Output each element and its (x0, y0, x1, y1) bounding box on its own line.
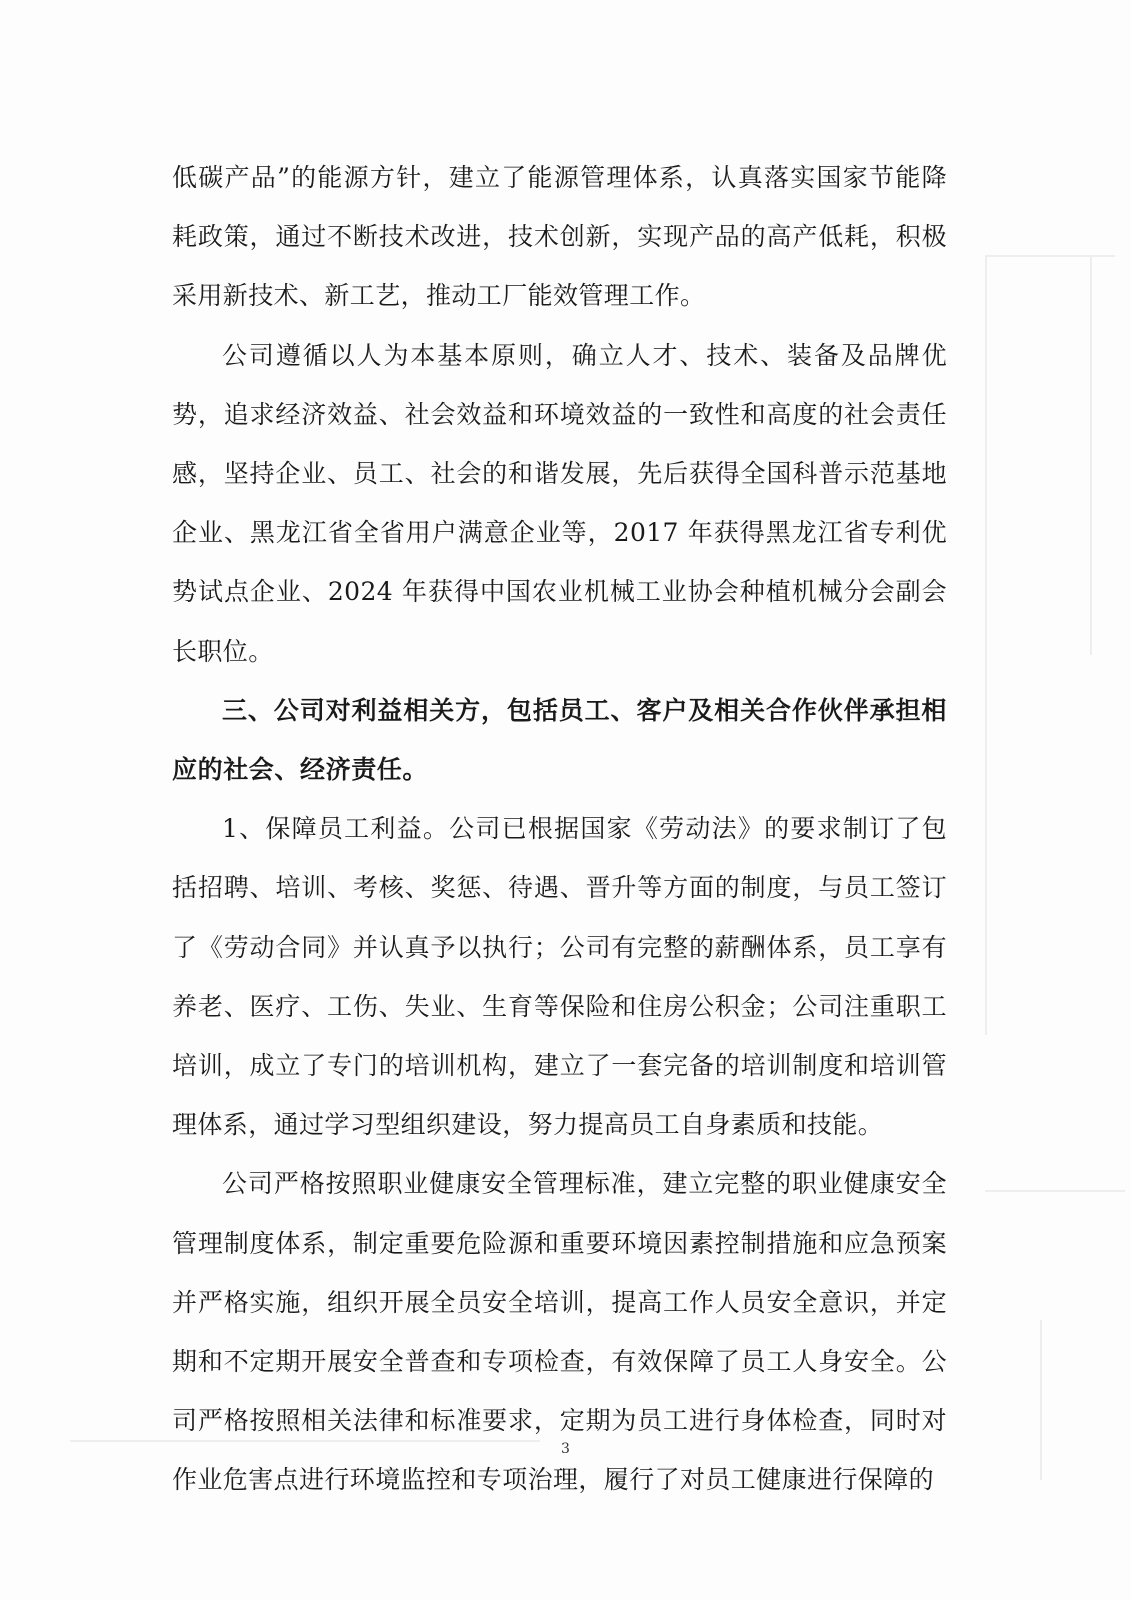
paragraph-employee-interests: 1、保障员工利益。公司已根据国家《劳动法》的要求制订了包括招聘、培训、考核、奖惩、待遇、晋升等方面的制度，与员工签订了《劳动合同》并认真予以执行；公司有完整的薪酬体系，员工享有养老、医疗、工伤、失业、生育等保险和住房公积金；公司注重职工培训，成立了专门的培训机构，建立了一套完备的培训制度和培训管理体系，通过学习型组织建设，努力提高员工自身素质和技能。 (172, 814, 947, 1140)
scan-artifact (985, 255, 987, 1035)
scan-artifact (985, 1190, 1125, 1192)
section-heading-stakeholder-responsibility: 三、公司对利益相关方，包括员工、客户及相关合作伙伴承担相应的社会、经济责任。 (172, 695, 947, 785)
document-body (172, 148, 947, 1510)
page-number: 3 (561, 1441, 570, 1457)
paragraph-company-principles: 公司遵循以人为本基本原则，确立人才、技术、装备及品牌优势，追求经济效益、社会效益和环境效益的一致性和高度的社会责任感，坚持企业、员工、社会的和谐发展，先后获得全国科普示范基地企业、黑龙江省全省用户满意企业等，2017 年获得黑龙江省专利优势试点企业、2024 年获得中国农业机械工业协会种植机械分会副会长职位。 (172, 340, 947, 666)
scan-artifact (985, 255, 1115, 257)
paragraph-occupational-safety: 公司严格按照职业健康安全管理标准，建立完整的职业健康安全管理制度体系，制定重要危险源和重要环境因素控制措施和应急预案并严格实施，组织开展全员安全培训，提高工作人员安全意识，并定期和不定期开展安全普查和专项检查，有效保障了员工人身安全。公司严格按照相关法律和标准要求，定期为员工进行身体检查，同时对作业危害点进行环境监控和专项治理，履行了对员工健康进行保障的 (172, 1169, 947, 1495)
scan-artifact (1090, 255, 1092, 655)
paragraph-energy-policy: 低碳产品”的能源方针，建立了能源管理体系，认真落实国家节能降耗政策，通过不断技术改进，技术创新，实现产品的高产低耗，积极采用新技术、新工艺，推动工厂能效管理工作。 (172, 163, 947, 311)
